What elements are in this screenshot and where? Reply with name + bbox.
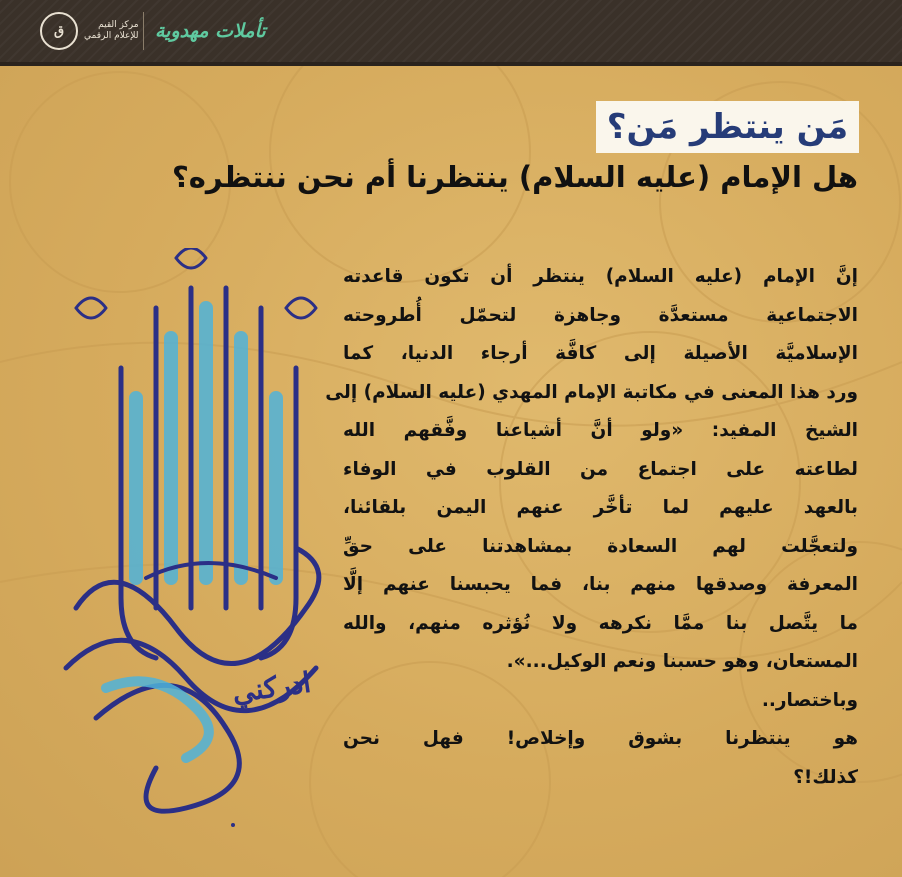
- body-line: هو ينتظرنا بشوق وإخلاص! فهل نحن: [343, 728, 858, 749]
- taamulat-logo[interactable]: تأملات مهدوية: [155, 20, 266, 42]
- page-subtitle: هل الإمام (عليه السلام) ينتظرنا أم نحن ننتظره؟: [171, 160, 858, 194]
- body-line: ما يتَّصل بنا ممَّا نكرهه ولا نُؤثره منهم، والله: [343, 612, 858, 634]
- body-line: الإسلاميَّة الأصيلة إلى كافَّة أرجاء الدنيا، كما: [343, 343, 858, 364]
- calligraphy-artwork: [36, 248, 336, 838]
- qaem-logo-text: [84, 20, 139, 42]
- body-line: المستعان، وهو حسبنا ونعم الوكيل...».: [506, 651, 858, 672]
- body-line: لطاعته على اجتماع من القلوب في الوفاء: [343, 458, 858, 480]
- body-line: كذلك!؟: [793, 766, 858, 788]
- header-divider: [143, 12, 144, 50]
- body-line: ولتعجَّلت لهم السعادة بمشاهدتنا على حقِّ: [343, 535, 858, 557]
- body-line: وباختصار..: [761, 689, 858, 711]
- body-line: بالعهد عليهم لما تأخَّر عنهم اليمن بلقائنا،: [343, 497, 858, 518]
- qaem-center-logo[interactable]: [40, 8, 139, 54]
- body-line: الشيخ المفيد: «ولو أنَّ أشياعنا وفَّقهم الله: [343, 420, 858, 441]
- qaem-logo-line1: مركز القيم: [98, 20, 139, 30]
- qaem-emblem-icon: ق: [40, 12, 78, 50]
- header-bar: [0, 0, 902, 66]
- body-line: المعرفة وصدقها منهم بنا، فما يحبسنا عنهم إلَّا: [343, 574, 858, 595]
- body-line: الاجتماعية مستعدَّة وجاهزة لتحمّل أُطروحته: [343, 304, 858, 326]
- body-line: ورد هذا المعنى في مكاتبة الإمام المهدي (عليه السلام) إلى: [325, 381, 858, 403]
- qaem-logo-line2: للإعلام الرقمي: [84, 31, 139, 41]
- calligraphy-caption: ادركني: [230, 665, 313, 710]
- body-line: إنَّ الإمام (عليه السلام) ينتظر أن تكون قاعدته: [343, 266, 858, 287]
- page-title: مَن ينتظر مَن؟: [606, 107, 849, 147]
- article-body: [325, 258, 858, 797]
- title-box: [596, 101, 859, 153]
